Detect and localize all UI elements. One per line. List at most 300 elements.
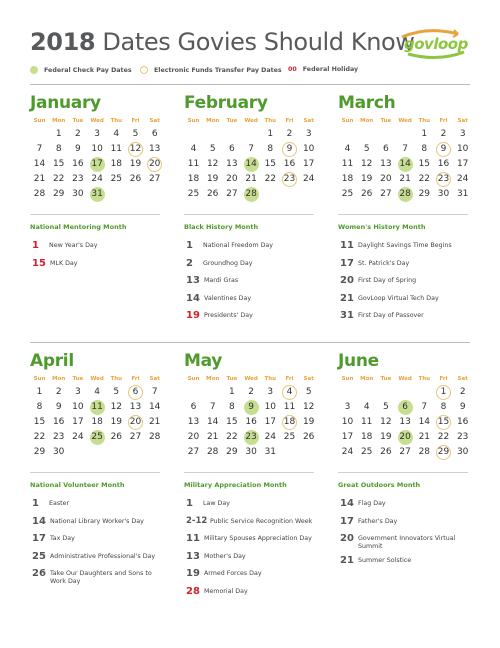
event-item [32, 498, 167, 516]
event-name: Valentines Day [204, 294, 252, 302]
day-cell: 24 [72, 432, 84, 442]
month-grid [184, 118, 314, 218]
month-name: May [184, 351, 223, 371]
event-list [32, 498, 167, 590]
event-item [340, 275, 475, 293]
day-cell: 12 [110, 402, 123, 412]
event-list [340, 240, 475, 328]
day-cell: 8 [229, 402, 235, 412]
eft-day-cell: 15 [436, 415, 451, 430]
day-cell: 16 [52, 417, 65, 427]
day-cell: 10 [341, 417, 354, 427]
day-cell: 8 [55, 144, 62, 154]
month-grid [338, 118, 468, 218]
day-cell: 15 [52, 159, 65, 169]
event-item [186, 258, 321, 276]
event-name: Government Innovators Virtual Summit [358, 535, 456, 550]
day-cell: 21 [418, 432, 431, 442]
event-name: First Day of Spring [358, 277, 417, 284]
day-cell: 17 [264, 417, 277, 427]
weekday-label: Sat [149, 376, 160, 382]
day-cell: 25 [341, 189, 354, 199]
day-cell: 13 [226, 159, 238, 169]
month-theme: National Volunteer Month [30, 481, 125, 489]
day-cell: 5 [113, 387, 120, 397]
logo-text: govloop [404, 35, 468, 53]
day-cell: 12 [380, 417, 392, 427]
day-cell: 27 [187, 447, 200, 457]
day-cell: 20 [380, 174, 392, 184]
eft-day-cell: 4 [282, 385, 297, 400]
event-date: 19 [186, 568, 200, 579]
event-name: Tax Day [50, 535, 75, 542]
day-cell: 12 [302, 402, 315, 412]
month-theme: Great Outdoors Month [338, 481, 421, 489]
day-cell: 5 [383, 402, 389, 412]
day-cell: 7 [36, 144, 43, 154]
day-cell: 17 [302, 159, 315, 169]
day-cell: 3 [267, 387, 274, 397]
day-cell: 20 [226, 174, 238, 184]
day-cell: 31 [264, 447, 277, 457]
event-item [186, 498, 321, 516]
event-list [186, 498, 321, 603]
day-cell: 21 [148, 417, 161, 427]
pay-day-cell: 9 [244, 400, 259, 415]
day-cell: 11 [110, 144, 123, 154]
day-cell: 28 [148, 432, 161, 442]
day-cell: 4 [94, 387, 100, 397]
event-name: Easter [49, 500, 70, 507]
pay-day-cell: 28 [244, 187, 259, 202]
event-date: 21 [340, 292, 354, 304]
event-name: First Day of Passover [358, 312, 424, 319]
eft-day-cell: 9 [436, 142, 451, 157]
day-cell: 9 [55, 402, 62, 412]
day-cell: 13 [187, 417, 200, 427]
eft-ring-icon [140, 66, 148, 74]
day-cell: 25 [360, 447, 373, 457]
day-cell: 7 [209, 402, 216, 412]
event-name: Groundhog Day [203, 259, 253, 267]
month-rule [338, 472, 468, 473]
day-cell: 8 [421, 144, 428, 154]
day-cell: 24 [264, 432, 277, 442]
day-cell: 13 [380, 159, 392, 169]
day-cell: 4 [344, 144, 351, 154]
day-cell: 14 [148, 402, 161, 412]
month-theme: Military Appreciation Month [184, 481, 287, 489]
month-april [30, 350, 160, 476]
event-item [186, 240, 321, 258]
event-name: National Freedom Day [203, 242, 274, 249]
event-name: Father's Day [358, 517, 398, 525]
day-cell: 22 [33, 432, 46, 442]
weekday-label: Mon [52, 376, 66, 382]
day-cell: 13 [399, 417, 411, 427]
event-item [340, 240, 475, 258]
day-cell: 13 [148, 144, 161, 154]
event-name: Public Service Recognition Week [210, 517, 313, 525]
weekday-label: Thu [264, 118, 277, 124]
month-june [338, 350, 468, 476]
day-cell: 30 [72, 189, 84, 199]
day-cell: 7 [402, 144, 408, 154]
day-cell: 22 [264, 174, 277, 184]
event-item [32, 258, 167, 276]
day-cell: 1 [421, 129, 428, 139]
event-name: Flag Day [358, 500, 386, 507]
day-cell: 26 [206, 189, 219, 199]
eft-day-cell: 9 [282, 142, 297, 157]
weekday-label: Sat [457, 118, 468, 124]
weekday-label: Sat [303, 118, 314, 124]
day-cell: 6 [383, 144, 389, 154]
weekday-label: Wed [398, 118, 412, 124]
event-item [340, 533, 475, 555]
weekday-label: Sun [341, 376, 354, 382]
day-cell: 11 [341, 159, 354, 169]
weekday-label: Sat [303, 376, 314, 382]
day-cell: 29 [226, 447, 238, 457]
weekday-label: Tue [72, 118, 84, 124]
day-cell: 1 [267, 129, 274, 139]
event-item [186, 516, 321, 534]
day-cell: 14 [206, 417, 219, 427]
day-cell: 23 [72, 174, 84, 184]
event-date: 1 [186, 240, 193, 251]
pay-day-cell: 14 [398, 157, 413, 172]
day-cell: 1 [55, 129, 62, 139]
day-cell: 8 [440, 402, 447, 412]
weekday-label: Thu [110, 376, 123, 382]
day-cell: 5 [132, 129, 139, 139]
event-item [32, 516, 167, 534]
day-cell: 27 [129, 432, 142, 442]
day-cell: 26 [380, 447, 392, 457]
eft-day-cell: 18 [282, 415, 297, 430]
weekday-label: Wed [244, 376, 258, 382]
day-cell: 24 [302, 174, 315, 184]
legend-eft-label: Electronic Funds Transfer Pay Dates [154, 66, 282, 74]
day-cell: 28 [418, 447, 431, 457]
day-cell: 2 [286, 129, 293, 139]
day-cell: 14 [33, 159, 46, 169]
month-theme: Women's History Month [338, 223, 426, 231]
divider-middle [30, 342, 470, 343]
day-cell: 3 [459, 129, 466, 139]
legend-holiday [288, 66, 358, 73]
day-cell: 17 [72, 417, 84, 427]
day-cell: 21 [245, 174, 257, 184]
weekday-label: Sun [33, 118, 46, 124]
event-item [32, 533, 167, 551]
event-name: National Library Worker's Day [50, 517, 144, 525]
day-cell: 7 [421, 402, 428, 412]
day-cell: 13 [129, 402, 142, 412]
weekday-label: Tue [380, 376, 392, 382]
legend-eft [140, 66, 282, 74]
month-rule [184, 214, 314, 215]
event-item [186, 275, 321, 293]
weekday-label: Mon [360, 376, 374, 382]
eft-day-cell: 1 [436, 385, 451, 400]
day-cell: 26 [110, 432, 123, 442]
day-cell: 18 [91, 417, 103, 427]
event-item [186, 293, 321, 311]
day-cell: 25 [110, 174, 123, 184]
event-name: Presidents' Day [204, 312, 253, 319]
day-cell: 30 [456, 447, 469, 457]
day-cell: 16 [283, 159, 296, 169]
title-text: Dates Govies Should Know [95, 28, 415, 56]
weekday-label: Fri [285, 376, 294, 382]
event-item [340, 310, 475, 328]
event-date: 26 [32, 568, 46, 579]
weekday-label: Fri [131, 118, 140, 124]
weekday-label: Sun [187, 376, 200, 382]
weekday-label: Tue [72, 376, 84, 382]
day-cell: 24 [456, 174, 469, 184]
day-cell: 19 [360, 174, 373, 184]
day-cell: 22 [226, 432, 238, 442]
event-date: 2 [186, 257, 193, 269]
month-name: April [30, 351, 74, 371]
pay-day-cell: 11 [90, 400, 105, 415]
day-cell: 11 [283, 402, 296, 412]
weekday-label: Sun [33, 376, 46, 382]
event-name: Memorial Day [204, 587, 248, 595]
weekday-label: Tue [226, 118, 238, 124]
weekday-label: Wed [90, 118, 104, 124]
day-cell: 11 [360, 417, 373, 427]
day-cell: 11 [187, 159, 200, 169]
event-item [186, 551, 321, 569]
weekday-label: Wed [398, 376, 412, 382]
weekday-label: Thu [418, 376, 431, 382]
day-cell: 10 [302, 144, 315, 154]
month-name: June [338, 351, 379, 371]
title-year: 2018 [30, 28, 96, 56]
legend-pay [30, 66, 132, 74]
day-cell: 30 [437, 189, 450, 199]
event-item [186, 310, 321, 328]
pay-day-cell: 20 [398, 430, 413, 445]
day-cell: 1 [36, 387, 43, 397]
weekday-label: Thu [264, 376, 277, 382]
day-cell: 28 [206, 447, 219, 457]
event-date: 17 [32, 533, 46, 544]
day-cell: 20 [187, 432, 200, 442]
month-theme: National Mentoring Month [30, 223, 127, 231]
event-list [340, 498, 475, 573]
day-cell: 3 [305, 129, 312, 139]
day-cell: 4 [113, 129, 120, 139]
event-item [186, 533, 321, 551]
pay-day-cell: 23 [244, 430, 259, 445]
weekday-label: Mon [206, 376, 220, 382]
weekday-label: Fri [285, 118, 294, 124]
day-cell: 23 [456, 432, 469, 442]
month-rule [184, 472, 314, 473]
day-cell: 15 [33, 417, 46, 427]
event-item [186, 586, 321, 604]
holiday-marker: 00 [288, 66, 297, 73]
month-rule [338, 214, 468, 215]
day-cell: 8 [36, 402, 43, 412]
eft-day-cell: 23 [436, 172, 451, 187]
month-name: March [338, 93, 396, 113]
weekday-label: Wed [244, 118, 258, 124]
day-cell: 10 [264, 402, 277, 412]
pay-day-cell: 14 [244, 157, 259, 172]
weekday-label: Sat [149, 118, 160, 124]
event-date: 21 [340, 555, 354, 566]
day-cell: 18 [341, 174, 354, 184]
day-cell: 19 [380, 432, 392, 442]
event-item [340, 516, 475, 534]
weekday-label: Mon [360, 118, 374, 124]
event-list [32, 240, 167, 275]
pay-day-cell: 31 [90, 187, 105, 202]
day-cell: 17 [341, 432, 354, 442]
event-name: Military Spouses Appreciation Day [204, 535, 312, 542]
day-cell: 8 [267, 144, 274, 154]
day-cell: 25 [187, 189, 200, 199]
day-cell: 2 [75, 129, 81, 139]
event-date: 17 [340, 515, 354, 527]
event-item [32, 568, 167, 590]
day-cell: 25 [283, 432, 296, 442]
event-date: 14 [186, 292, 200, 304]
day-cell: 24 [341, 447, 354, 457]
day-cell: 21 [33, 174, 46, 184]
event-date: 13 [186, 550, 200, 562]
event-item [340, 293, 475, 311]
pay-day-cell: 17 [90, 157, 105, 172]
day-cell: 15 [226, 417, 238, 427]
eft-day-cell: 20 [147, 157, 162, 172]
day-cell: 27 [226, 189, 238, 199]
month-march [338, 92, 468, 218]
day-cell: 22 [52, 174, 65, 184]
day-cell: 18 [360, 432, 373, 442]
eft-day-cell: 23 [282, 172, 297, 187]
event-date: 17 [340, 257, 354, 269]
event-name: Law Day [203, 500, 230, 507]
day-cell: 26 [129, 174, 142, 184]
govloop-logo [398, 28, 468, 58]
holiday-date: 1 [32, 240, 39, 251]
event-date: 14 [340, 498, 354, 509]
day-cell: 2 [459, 387, 466, 397]
event-date: 20 [340, 533, 354, 544]
day-cell: 3 [344, 402, 351, 412]
legend-holiday-label: Federal Holiday [302, 66, 359, 73]
event-name: Administrative Professional's Day [50, 552, 156, 560]
day-cell: 26 [302, 432, 315, 442]
event-item [32, 551, 167, 569]
day-cell: 16 [437, 159, 450, 169]
day-cell: 6 [229, 144, 235, 154]
event-date: 20 [340, 275, 354, 286]
event-date: 11 [340, 240, 354, 251]
event-name: Summer Solstice [358, 557, 412, 564]
event-name: MLK Day [50, 259, 78, 267]
event-name: GovLoop Virtual Tech Day [358, 294, 439, 302]
day-cell: 5 [363, 144, 370, 154]
day-cell: 12 [206, 159, 219, 169]
day-cell: 5 [209, 144, 216, 154]
event-date: 13 [186, 275, 200, 286]
legend-pay-label: Federal Check Pay Dates [44, 66, 132, 74]
day-cell: 1 [229, 387, 235, 397]
month-rule [30, 472, 160, 473]
month-theme: Black History Month [184, 223, 259, 231]
day-cell: 29 [33, 447, 46, 457]
day-cell: 22 [437, 432, 450, 442]
day-cell: 5 [305, 387, 312, 397]
month-may [184, 350, 314, 476]
day-cell: 10 [91, 144, 103, 154]
weekday-label: Fri [439, 376, 448, 382]
weekday-label: Tue [380, 118, 392, 124]
event-item [340, 555, 475, 573]
day-cell: 4 [363, 402, 370, 412]
month-grid [30, 118, 160, 218]
holiday-date: 19 [186, 310, 200, 321]
day-cell: 10 [72, 402, 84, 412]
day-cell: 27 [148, 174, 161, 184]
divider-top [30, 84, 470, 85]
month-grid [30, 376, 160, 476]
event-item [340, 498, 475, 516]
day-cell: 18 [110, 159, 123, 169]
event-item [32, 240, 167, 258]
event-item [340, 258, 475, 276]
weekday-label: Mon [206, 118, 220, 124]
event-date: 31 [340, 310, 354, 321]
event-name: New Year's Day [49, 242, 98, 249]
month-rule [30, 214, 160, 215]
holiday-date: 15 [32, 257, 46, 269]
eft-day-cell: 12 [128, 142, 143, 157]
day-cell: 2 [440, 129, 447, 139]
day-cell: 19 [302, 417, 315, 427]
day-cell: 15 [264, 159, 277, 169]
pay-day-cell: 28 [398, 187, 413, 202]
event-name: Mardi Gras [204, 277, 239, 284]
day-cell: 23 [52, 432, 65, 442]
day-cell: 9 [75, 144, 81, 154]
day-cell: 29 [52, 189, 65, 199]
event-name: Take Our Daughters and Sons to Work Day [50, 570, 152, 585]
day-cell: 22 [418, 174, 431, 184]
day-cell: 26 [360, 189, 373, 199]
month-name: February [184, 93, 268, 113]
pay-day-cell: 6 [398, 400, 413, 415]
pay-day-cell: 25 [90, 430, 105, 445]
day-cell: 6 [190, 402, 197, 412]
weekday-label: Wed [90, 376, 104, 382]
event-name: St. Patrick's Day [358, 259, 410, 267]
month-grid [184, 376, 314, 476]
event-date: 1 [32, 498, 39, 509]
day-cell: 12 [360, 159, 373, 169]
day-cell: 3 [75, 387, 81, 397]
day-cell: 7 [248, 144, 254, 154]
eft-day-cell: 29 [436, 445, 451, 460]
